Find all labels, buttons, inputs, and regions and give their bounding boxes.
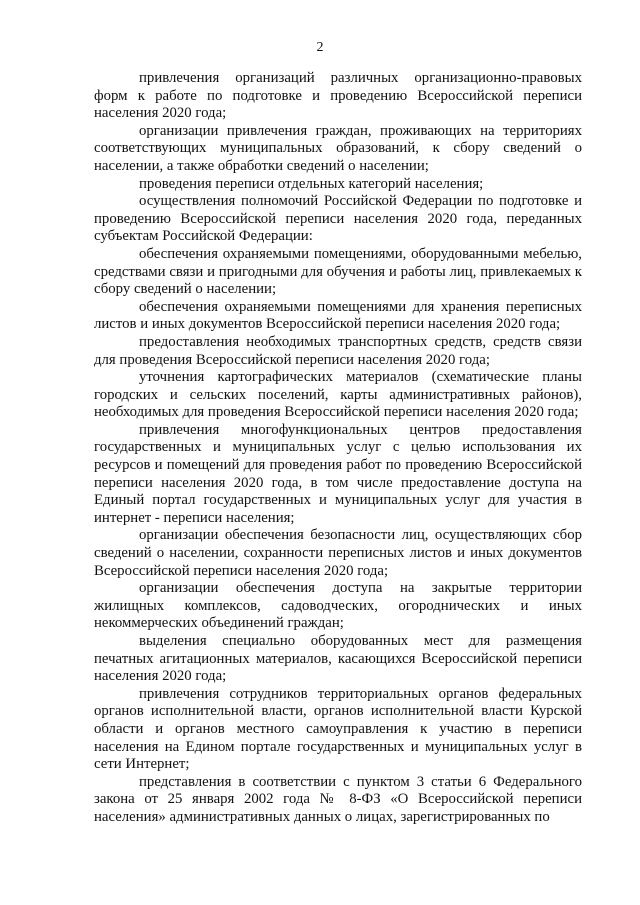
paragraph: привлечения многофункциональных центров предоставления государственных и муниципальных услуг с целью использования их ресурсов и помещений для проведения работ по проведению Всероссийской переписи населения 2020 года, в том числе предоставление доступа на Единый портал государственных и муниципальных услуг для участия в интернет - переписи населения; bbox=[94, 421, 582, 526]
paragraph: обеспечения охраняемыми помещениями, оборудованными мебелью, средствами связи и пригодными для обучения и работы лиц, привлекаемых к сбору сведений о населении; bbox=[94, 245, 582, 298]
paragraph: выделения специально оборудованных мест для размещения печатных агитационных материалов, касающихся Всероссийской переписи населения 2020 года; bbox=[94, 633, 582, 685]
paragraph: организации обеспечения безопасности лиц, осуществляющих сбор сведений о населении, сохранности переписных листов и иных документов Всероссийской переписи населения 2020 года; bbox=[94, 527, 582, 579]
paragraph: привлечения организаций различных организационно-правовых форм к работе по подготовке и проведению Всероссийской переписи населения 2020 года; bbox=[94, 70, 582, 122]
paragraph: предоставления необходимых транспортных средств, средств связи для проведения Всероссийской переписи населения 2020 года; bbox=[94, 333, 582, 368]
document-body bbox=[94, 70, 582, 827]
paragraph: уточнения картографических материалов (схематические планы городских и сельских поселений, карты административных районов), необходимых для проведения Всероссийской переписи населения 2020 года; bbox=[94, 369, 582, 421]
paragraph: представления в соответствии с пунктом 3 статьи 6 Федерального закона от 25 января 2002 года № 8-ФЗ «О Всероссийской переписи населения» административных данных о лицах, зарегистрированных по bbox=[94, 773, 582, 825]
paragraph: осуществления полномочий Российской Федерации по подготовке и проведению Всероссийской переписи населения 2020 года, переданных субъектам Российской Федерации: bbox=[94, 193, 582, 245]
page-number: 2 bbox=[316, 40, 324, 55]
paragraph: проведения переписи отдельных категорий населения; bbox=[139, 175, 484, 192]
paragraph: обеспечения охраняемыми помещениями для хранения переписных листов и иных документов Всероссийской переписи населения 2020 года; bbox=[94, 298, 582, 333]
paragraph: организации обеспечения доступа на закрытые территории жилищных комплексов, садоводческих, огороднических и иных некоммерческих объединений граждан; bbox=[94, 580, 582, 632]
paragraph: организации привлечения граждан, проживающих на территориях соответствующих муниципальных образований, к сбору сведений о населении, а также обработки сведений о населении; bbox=[94, 122, 582, 174]
paragraph: привлечения сотрудников территориальных органов федеральных органов исполнительной власти, органов исполнительной власти Курской области и органов местного самоуправления к участию в переписи населения на Едином портале государственных и муниципальных услуг в сети Интернет; bbox=[94, 685, 582, 773]
